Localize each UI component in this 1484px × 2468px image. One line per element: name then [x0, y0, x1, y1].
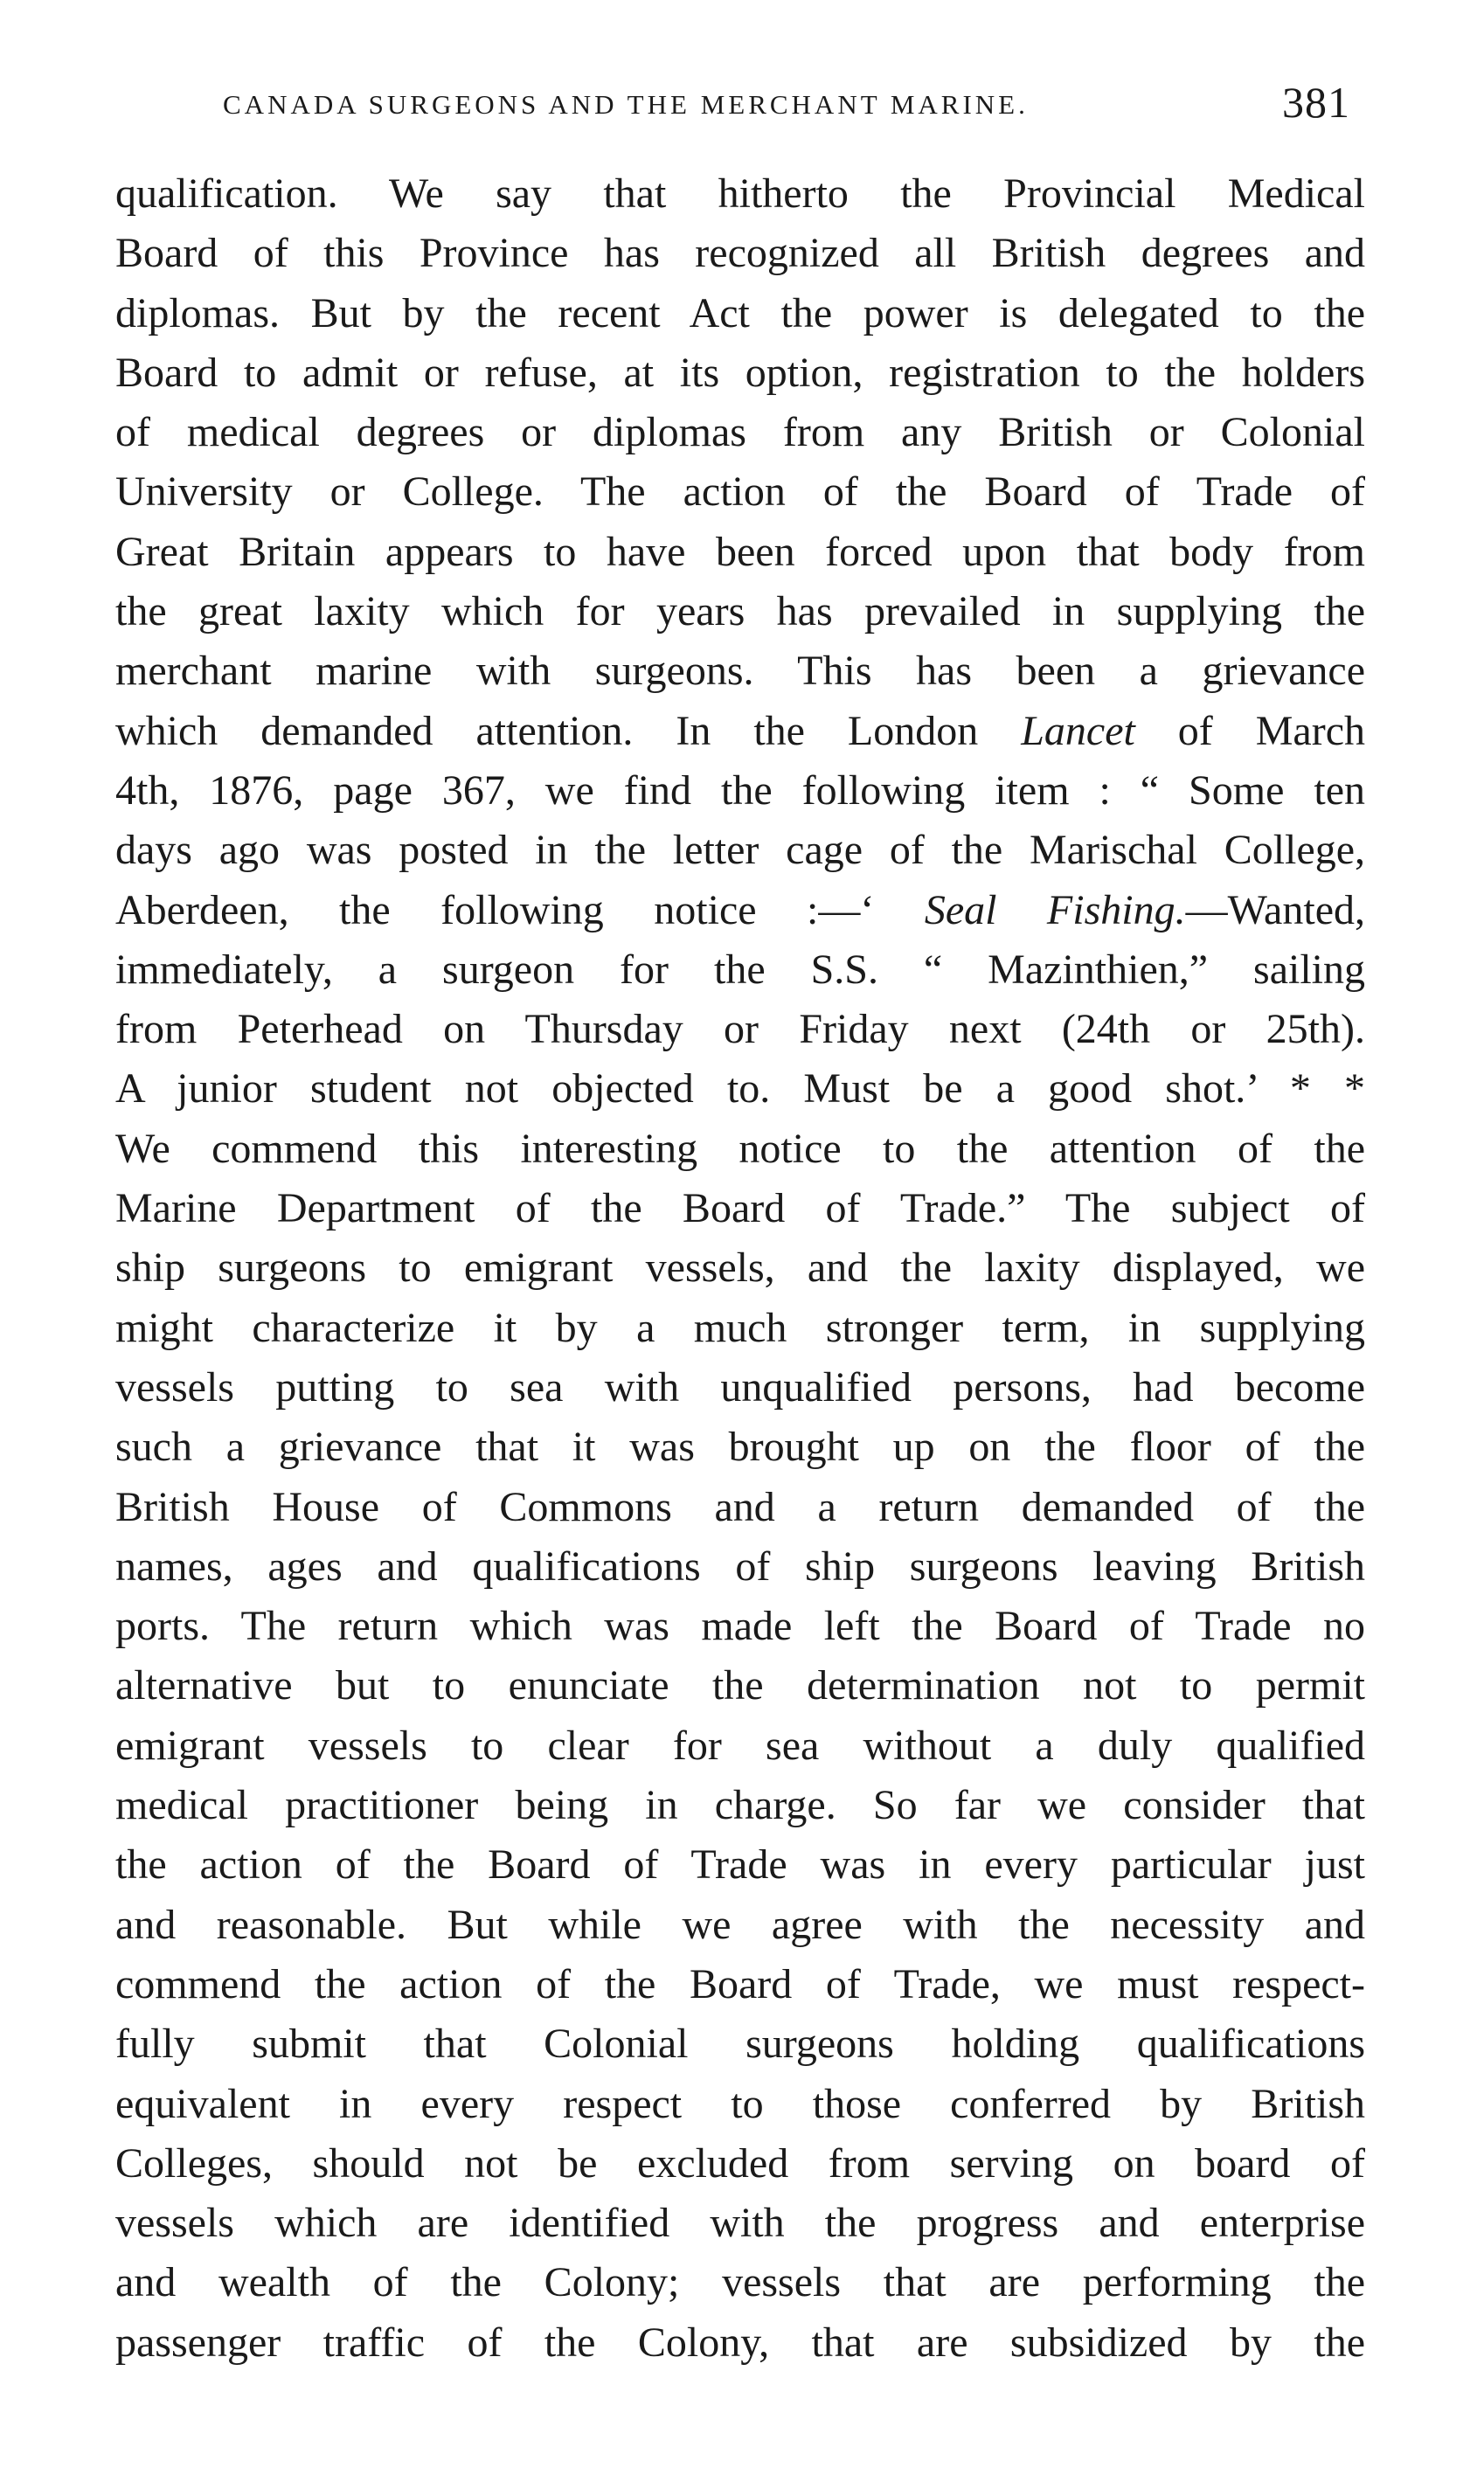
- text-segment: diplomas. But by the recent Act the power is delegated to the: [115, 289, 1365, 336]
- text-line: [115, 821, 1365, 880]
- text-segment: days ago was posted in the letter cage of the Marischal College,: [115, 827, 1365, 874]
- text-segment: which demanded attention. In the London: [115, 707, 1022, 754]
- text-segment: alternative but to enunciate the determination not to permit: [115, 1662, 1365, 1709]
- text-segment: and wealth of the Colony; vessels that are performing the: [115, 2259, 1365, 2306]
- text-line: [115, 1955, 1365, 2014]
- text-line: [115, 224, 1365, 283]
- text-line: [115, 2134, 1365, 2194]
- text-segment: Marine Department of the Board of Trade.” The subject of: [115, 1185, 1365, 1232]
- text-line: [115, 1120, 1365, 1179]
- text-line: [115, 940, 1365, 1000]
- text-segment: immediately, a surgeon for the S.S. “ Mazinthien,” sailing: [115, 946, 1365, 993]
- text-segment: passenger traffic of the Colony, that are subsidized by the: [115, 2319, 1365, 2366]
- text-segment: might characterize it by a much stronger term, in supplying: [115, 1304, 1365, 1351]
- text-line: [115, 1835, 1365, 1895]
- running-title: CANADA SURGEONS AND THE MERCHANT MARINE.: [223, 89, 1029, 120]
- text-segment: emigrant vessels to clear for sea without a duly qualified: [115, 1722, 1365, 1769]
- text-segment: —Wanted,: [1185, 886, 1365, 933]
- text-line: [115, 1358, 1365, 1418]
- text-segment: vessels putting to sea with unqualified persons, had become: [115, 1363, 1365, 1411]
- text-line: [115, 1059, 1365, 1119]
- text-line: [115, 2194, 1365, 2253]
- text-segment: fully submit that Colonial surgeons holding qualifications: [115, 2021, 1365, 2068]
- italic-text: Lancet: [1021, 707, 1135, 754]
- text-line: [115, 1776, 1365, 1835]
- text-line: [115, 1418, 1365, 1477]
- text-segment: vessels which are identified with the progress and enterprise: [115, 2200, 1365, 2247]
- text-line: [115, 1597, 1365, 1656]
- text-segment: qualification. We say that hitherto the Provincial Medical: [115, 170, 1365, 217]
- text-segment: merchant marine with surgeons. This has been a grievance: [115, 648, 1365, 695]
- text-line: [115, 403, 1365, 462]
- body-text: [115, 164, 1365, 2373]
- text-segment: equivalent in every respect to those conferred by British: [115, 2080, 1365, 2127]
- text-segment: ports. The return which was made left the Board of Trade no: [115, 1603, 1365, 1650]
- text-line: [115, 1656, 1365, 1716]
- text-segment: of March: [1134, 707, 1365, 754]
- text-line: [115, 1896, 1365, 1955]
- text-segment: Great Britain appears to have been forced upon that body from: [115, 528, 1365, 575]
- text-segment: names, ages and qualifications of ship surgeons leaving British: [115, 1542, 1365, 1590]
- text-line: [115, 343, 1365, 403]
- text-segment: commend the action of the Board of Trade, we must respect-: [115, 1960, 1365, 2007]
- text-segment: University or College. The action of the Board of Trade of: [115, 468, 1365, 516]
- text-segment: Colleges, should not be excluded from serving on board of: [115, 2139, 1365, 2187]
- text-segment: such a grievance that it was brought up on the floor of the: [115, 1424, 1365, 1471]
- text-line: [115, 523, 1365, 582]
- text-segment: of medical degrees or diplomas from any British or Colonial: [115, 409, 1365, 456]
- text-line: [115, 2014, 1365, 2074]
- text-line: [115, 1537, 1365, 1597]
- text-segment: from Peterhead on Thursday or Friday next (24th or 25th).: [115, 1006, 1365, 1053]
- text-segment: and reasonable. But while we agree with the necessity and: [115, 1901, 1365, 1948]
- running-header: [223, 78, 1359, 136]
- text-line: [115, 641, 1365, 701]
- text-segment: British House of Commons and a return demanded of the: [115, 1483, 1365, 1530]
- text-segment: ship surgeons to emigrant vessels, and the laxity displayed, we: [115, 1244, 1365, 1292]
- text-line: [115, 2313, 1365, 2373]
- text-line: [115, 164, 1365, 224]
- text-line: [115, 284, 1365, 343]
- text-segment: the great laxity which for years has prevailed in supplying the: [115, 588, 1365, 635]
- text-segment: Board to admit or refuse, at its option, registration to the holders: [115, 349, 1365, 396]
- text-line: [115, 1478, 1365, 1537]
- text-line: [115, 2075, 1365, 2134]
- page-number: 381: [1282, 78, 1350, 127]
- text-segment: 4th, 1876, page 367, we find the following item : “ Some ten: [115, 766, 1365, 814]
- text-line: [115, 462, 1365, 522]
- text-line: [115, 1716, 1365, 1776]
- text-line: [115, 582, 1365, 641]
- text-line: [115, 702, 1365, 761]
- text-line: [115, 881, 1365, 940]
- text-segment: the action of the Board of Trade was in every particular just: [115, 1841, 1365, 1889]
- text-segment: A junior student not objected to. Must be a good shot.’ * *: [115, 1065, 1365, 1113]
- text-line: [115, 761, 1365, 821]
- text-line: [115, 1299, 1365, 1358]
- text-line: [115, 1000, 1365, 1059]
- text-segment: medical practitioner being in charge. So far we consider that: [115, 1782, 1365, 1829]
- text-line: [115, 1238, 1365, 1298]
- text-segment: Aberdeen, the following notice :—‘: [115, 886, 925, 933]
- text-segment: Board of this Province has recognized all British degrees and: [115, 230, 1365, 277]
- italic-text: Seal Fishing.: [924, 886, 1186, 933]
- text-line: [115, 1179, 1365, 1238]
- text-segment: We commend this interesting notice to the attention of the: [115, 1125, 1365, 1172]
- text-line: [115, 2253, 1365, 2312]
